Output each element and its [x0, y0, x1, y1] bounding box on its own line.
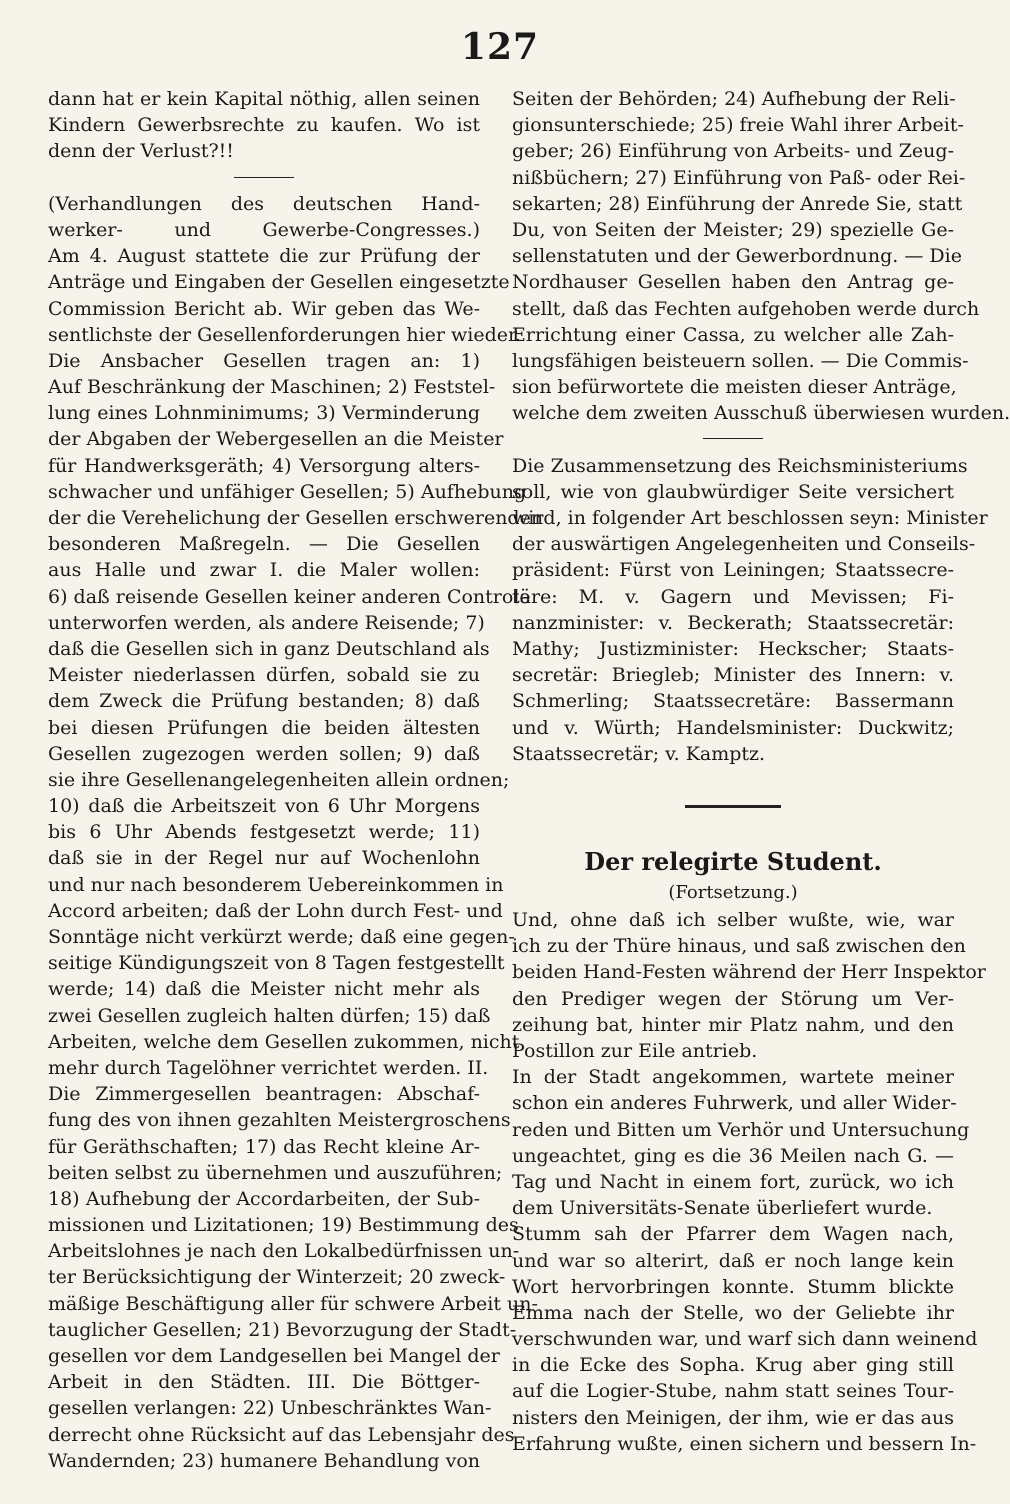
text-line: sekarten; 28) Einführung der Anrede Sie, statt [512, 192, 963, 215]
text-line: der die Verehelichung der Gesellen erschwerenden [48, 507, 544, 529]
text-line: täre: M. v. Gagern und Mevissen; Fi- [512, 585, 954, 608]
text-line: für Handwerksgeräth; 4) Versorgung alters- [48, 454, 480, 477]
text-line: sentlichste der Gesellenforderungen hier wieder. [48, 323, 522, 346]
text-line: soll, wie von glaubwürdiger Seite versichert [512, 480, 954, 503]
story-title: Der relegirte Student. [584, 847, 882, 877]
text-line: Die Zimmergesellen beantragen: Abschaf- [48, 1083, 480, 1106]
text-line: (Verhandlungen des deutschen Hand- [48, 192, 480, 215]
text-line: sellenstatuten und der Gewerbordnung. — Die [512, 245, 962, 268]
article-divider [48, 165, 480, 191]
text-line: Accord arbeiten; daß der Lohn durch Fest- und [48, 899, 503, 922]
text-line: Wandernden; 23) humanere Behandlung von [48, 1449, 480, 1472]
text-line: Stumm sah der Pfarrer dem Wagen nach, [512, 1223, 954, 1246]
text-line: lung eines Lohnminimums; 3) Verminderung [48, 402, 480, 425]
text-line: der Abgaben der Webergesellen an die Meister [48, 428, 504, 451]
text-line: sion befürwortete die meisten dieser Anträge, [512, 376, 957, 399]
text-line: Nordhauser Gesellen haben den Antrag ge- [512, 271, 954, 294]
text-line: Arbeiten, welche dem Gesellen zukommen, nicht [48, 1030, 520, 1053]
text-line: Staatssecretär; v. Kamptz. [512, 742, 766, 765]
text-line: Schmerling; Staatssecretäre: Bassermann [512, 690, 954, 713]
text-line: Auf Beschränkung der Maschinen; 2) Feststel- [48, 376, 496, 399]
right-column [512, 86, 1010, 1457]
text-line: zwei Gesellen zugleich halten dürfen; 15) daß [48, 1004, 491, 1027]
text-line: derrecht ohne Rücksicht auf das Lebensjahr des [48, 1423, 515, 1446]
text-line: beiden Hand-Festen während der Herr Inspektor [512, 961, 986, 984]
text-line: Die Ansbacher Gesellen tragen an: 1) [48, 349, 480, 372]
page-number: 127 [460, 26, 540, 68]
text-line: Errichtung einer Cassa, zu welcher alle Zah- [512, 323, 954, 346]
text-line: Anträge und Eingaben der Gesellen eingesetzte [48, 271, 510, 294]
section-gap [512, 767, 954, 793]
text-line: Du, von Seiten der Meister; 29) spezielle Ge- [512, 218, 954, 241]
text-line: auf die Logier-Stube, nahm statt seines Tour- [512, 1380, 954, 1403]
text-line: daß sie in der Regel nur auf Wochenlohn [48, 847, 480, 870]
text-line: Mathy; Justizminister: Heckscher; Staats- [512, 637, 954, 660]
text-line: seitige Kündigungszeit von 8 Tagen festgestellt [48, 952, 505, 975]
text-line: denn der Verlust?!! [48, 140, 234, 163]
text-line: gionsunterschiede; 25) freie Wahl ihrer Arbeit- [512, 114, 964, 137]
text-line: In der Stadt angekommen, wartete meiner [512, 1066, 954, 1089]
text-line: dem Universitäts-Senate überliefert wurde. [512, 1197, 933, 1220]
text-line: Arbeitslohnes je nach den Lokalbedürfnissen un- [48, 1240, 520, 1263]
section-divider [512, 793, 954, 819]
text-line: werde; 14) daß die Meister nicht mehr als [48, 978, 480, 1001]
story-body [512, 907, 986, 1457]
text-line: und war so alterirt, daß er noch lange kein [512, 1249, 954, 1272]
text-line: Seiten der Behörden; 24) Aufhebung der Reli- [512, 88, 956, 110]
text-line: 6) daß reisende Gesellen keiner anderen Controle [48, 585, 531, 608]
story-subtitle: (Fortsetzung.) [668, 882, 798, 904]
text-line: Erfahrung wußte, einen sichern und bessern In- [512, 1432, 977, 1455]
text-line: Arbeit in den Städten. III. Die Böttger- [48, 1371, 480, 1394]
text-line: secretär: Briegleb; Minister des Innern: v. [512, 664, 954, 687]
text-line: bis 6 Uhr Abends festgesetzt werde; 11) [48, 821, 480, 844]
text-line: Meister niederlassen dürfen, sobald sie zu [48, 664, 480, 687]
text-line: Tag und Nacht in einem fort, zurück, wo ich [512, 1170, 954, 1193]
right-column-articles [512, 86, 1010, 767]
text-line: Wort hervorbringen konnte. Stumm blickte [512, 1275, 954, 1298]
text-line: gesellen verlangen: 22) Unbeschränktes Wan- [48, 1397, 492, 1420]
text-line: tauglicher Gesellen; 21) Bevorzugung der Stadt- [48, 1318, 517, 1341]
text-line: Die Zusammensetzung des Reichsministeriums [512, 454, 968, 477]
text-line: ich zu der Thüre hinaus, und saß zwischen den [512, 935, 966, 958]
text-line: 18) Aufhebung der Accordarbeiten, der Sub- [48, 1187, 480, 1210]
text-line: Commission Bericht ab. Wir geben das We- [48, 297, 480, 320]
text-line: Emma nach der Stelle, wo der Geliebte ihr [512, 1301, 954, 1324]
text-line: und nur nach besonderem Uebereinkommen in [48, 873, 504, 896]
text-line: 10) daß die Arbeitszeit von 6 Uhr Morgens [48, 795, 480, 818]
text-line: der auswärtigen Angelegenheiten und Conseils- [512, 533, 976, 556]
text-line: dann hat er kein Kapital nöthig, allen seinen [48, 88, 480, 110]
text-line: missionen und Lizitationen; 19) Bestimmung des [48, 1214, 519, 1237]
text-line: welche dem zweiten Ausschuß überwiesen wurden. [512, 402, 1010, 425]
text-line: Gesellen zugezogen werden sollen; 9) daß [48, 742, 480, 765]
text-line: schon ein anderes Fuhrwerk, und aller Wider- [512, 1092, 957, 1115]
text-line: präsident: Fürst von Leiningen; Staatssecre- [512, 559, 954, 582]
text-line: nisters den Meinigen, der ihm, wie er das aus [512, 1406, 954, 1429]
text-line: beiten selbst zu übernehmen und auszuführen; [48, 1161, 503, 1184]
text-line: Kindern Gewerbsrechte zu kaufen. Wo ist [48, 114, 480, 137]
text-line: mäßige Beschäftigung aller für schwere Arbeit un- [48, 1292, 538, 1315]
text-line: dem Zweck die Prüfung bestanden; 8) daß [48, 690, 480, 713]
text-line: aus Halle und zwar I. die Maler wollen: [48, 559, 480, 582]
text-line: für Geräthschaften; 17) das Recht kleine Ar- [48, 1135, 480, 1158]
text-line: besonderen Maßregeln. — Die Gesellen [48, 533, 480, 556]
text-line: schwacher und unfähiger Gesellen; 5) Aufhebung [48, 480, 527, 503]
text-line: reden und Bitten um Verhör und Untersuchung [512, 1118, 970, 1141]
text-line: werker- und Gewerbe-Congresses.) [48, 218, 480, 241]
left-column [48, 86, 544, 1474]
text-line: Und, ohne daß ich selber wußte, wie, war [512, 909, 954, 932]
text-line: geber; 26) Einführung von Arbeits- und Zeug- [512, 140, 954, 163]
text-line: nißbüchern; 27) Einführung von Paß- oder Rei- [512, 166, 966, 189]
text-line: nanzminister: v. Beckerath; Staatssecretär: [512, 611, 954, 634]
text-line: fung des von ihnen gezahlten Meistergroschens [48, 1109, 511, 1132]
text-line: und v. Würth; Handelsminister: Duckwitz; [512, 716, 954, 739]
text-line: wird, in folgender Art beschlossen seyn: Minister [512, 507, 988, 529]
text-line: Sonntäge nicht verkürzt werde; daß eine gegen- [48, 926, 515, 948]
text-line: Postillon zur Eile antrieb. [512, 1040, 758, 1062]
text-line: gesellen vor dem Landgesellen bei Mangel der [48, 1345, 500, 1367]
text-line: verschwunden war, und warf sich dann weinend [512, 1328, 978, 1351]
text-line: ter Berücksichtigung der Winterzeit; 20 zweck- [48, 1266, 506, 1289]
text-line: stellt, daß das Fechten aufgehoben werde durch [512, 297, 980, 320]
text-line: sie ihre Gesellenangelegenheiten allein ordnen; [48, 768, 510, 791]
section-gap [512, 819, 954, 845]
text-line: ungeachtet, ging es die 36 Meilen nach G. — [512, 1144, 954, 1167]
text-line: in die Ecke des Sopha. Krug aber ging still [512, 1354, 954, 1377]
article-divider [512, 426, 954, 452]
text-line: lungsfähigen beisteuern sollen. — Die Commis- [512, 349, 969, 372]
text-line: daß die Gesellen sich in ganz Deutschland als [48, 637, 490, 660]
text-line: bei diesen Prüfungen die beiden ältesten [48, 716, 480, 739]
text-line: unterworfen werden, als andere Reisende; 7) [48, 611, 485, 634]
text-line: mehr durch Tagelöhner verrichtet werden. II. [48, 1056, 489, 1079]
text-line: den Prediger wegen der Störung um Ver- [512, 987, 954, 1010]
text-line: Am 4. August stattete die zur Prüfung der [48, 245, 480, 268]
text-line: zeihung bat, hinter mir Platz nahm, und den [512, 1013, 954, 1036]
